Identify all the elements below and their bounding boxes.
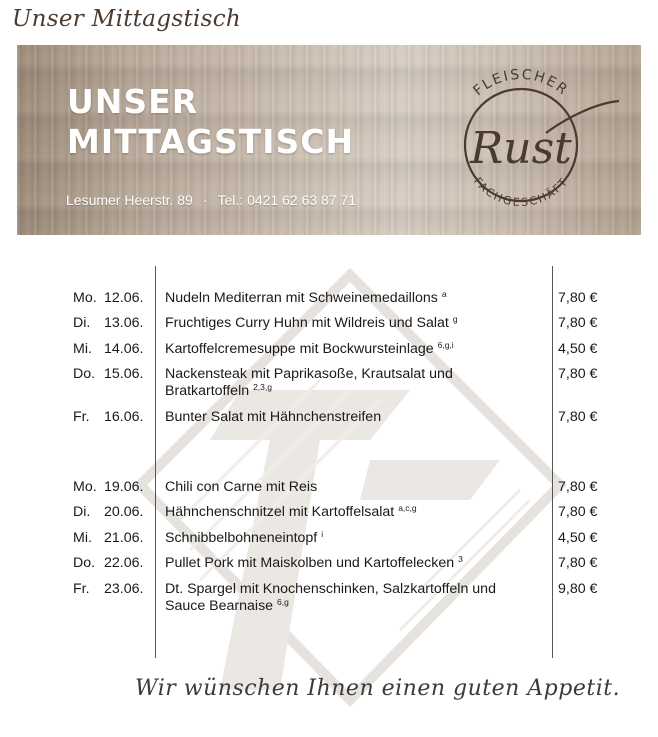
menu-price: 7,80 €: [558, 366, 598, 382]
menu-date: 21.06.: [104, 530, 144, 546]
menu-date: 14.06.: [104, 341, 144, 357]
menu-dish: [165, 504, 545, 521]
allergen-codes: 3: [458, 554, 463, 564]
menu-day: Di.: [73, 315, 91, 331]
allergen-codes: 2,3,g: [253, 382, 272, 392]
dish-text: Fruchtiges Curry Huhn mit Wildreis und Salat: [165, 315, 449, 331]
menu-date: 15.06.: [104, 366, 144, 382]
menu-dish: [165, 290, 545, 307]
banner-contact: [66, 192, 356, 208]
allergen-codes: g: [452, 314, 458, 324]
menu-dish: [165, 581, 505, 615]
column-divider-right: [552, 266, 553, 658]
allergen-codes: i: [321, 529, 324, 539]
logo-bottom-text: FACHGESCHÄFT: [470, 174, 572, 210]
contact-separator: ·: [202, 192, 208, 208]
dish-text: Bunter Salat mit Hähnchenstreifen: [165, 409, 382, 425]
phone-text: Tel.: 0421 62 63 87 71: [217, 192, 357, 208]
logo-script-text: Rust: [470, 123, 572, 174]
menu-date: 19.06.: [104, 479, 144, 495]
menu-date: 20.06.: [104, 504, 144, 520]
menu-dish: [165, 341, 545, 358]
menu-price: 4,50 €: [558, 530, 598, 546]
menu-date: 12.06.: [104, 290, 144, 306]
svg-text:FLEISCHER: [470, 67, 571, 99]
allergen-codes: a,c,g: [398, 503, 417, 513]
menu-dish: [165, 409, 545, 426]
dish-text: Chili con Carne mit Reis: [165, 479, 318, 495]
menu-dish: [165, 555, 545, 572]
menu-day: Fr.: [73, 409, 90, 425]
allergen-codes: 6,g: [277, 597, 289, 607]
menu-date: 23.06.: [104, 581, 144, 597]
dish-text: Nackensteak mit Paprikasoße, Krautsalat und Bratkartoffeln: [165, 366, 453, 399]
dish-text: Dt. Spargel mit Knochenschinken, Salzkartoffeln und Sauce Bearnaise: [165, 581, 496, 614]
dish-text: Hähnchenschnitzel mit Kartoffelsalat: [165, 504, 395, 520]
dish-text: Nudeln Mediterran mit Schweinemedaillons: [165, 290, 438, 306]
menu-date: 22.06.: [104, 555, 144, 571]
menu-dish: [165, 530, 545, 547]
menu-day: Do.: [73, 366, 96, 382]
dish-text: Schnibbelbohneneintopf: [165, 530, 318, 546]
logo-top-text: FLEISCHER: [470, 66, 572, 100]
dish-text: Kartoffelcremesuppe mit Bockwursteinlage: [165, 341, 434, 357]
menu-day: Do.: [73, 555, 96, 571]
column-divider-left: [155, 266, 156, 658]
menu-price: 7,80 €: [558, 315, 598, 331]
menu-day: Di.: [73, 504, 91, 520]
dish-text: Pullet Pork mit Maiskolben und Kartoffelecken: [165, 555, 455, 571]
banner-title-line1: UNSER: [67, 82, 199, 121]
menu-day: Mi.: [73, 530, 92, 546]
menu-price: 7,80 €: [558, 479, 598, 495]
menu-dish: [165, 315, 545, 332]
menu-price: 7,80 €: [558, 555, 598, 571]
menu-dish: [165, 366, 495, 400]
menu-price: 9,80 €: [558, 581, 598, 597]
menu-price: 7,80 €: [558, 409, 598, 425]
page-heading: Unser Mittagstisch: [12, 6, 242, 32]
menu-day: Fr.: [73, 581, 90, 597]
menu-price: 4,50 €: [558, 341, 598, 357]
svg-text:FACHGESCHÄFT: [471, 175, 571, 209]
banner-title-line2: MITTAGSTISCH: [67, 122, 355, 161]
menu-dish: [165, 479, 545, 496]
banner: [17, 45, 641, 235]
allergen-codes: 6,g,i: [437, 340, 454, 350]
menu-price: 7,80 €: [558, 290, 598, 306]
menu-date: 16.06.: [104, 409, 144, 425]
rust-logo: [421, 63, 621, 223]
menu-date: 13.06.: [104, 315, 144, 331]
allergen-codes: a: [441, 289, 447, 299]
menu-day: Mo.: [73, 479, 97, 495]
menu-price: 7,80 €: [558, 504, 598, 520]
menu-day: Mi.: [73, 341, 92, 357]
banner-title: [67, 82, 354, 162]
address-text: Lesumer Heerstr. 89: [66, 192, 193, 208]
menu-day: Mo.: [73, 290, 97, 306]
signature-text: Wir wünschen Ihnen einen guten Appetit.: [135, 676, 621, 701]
